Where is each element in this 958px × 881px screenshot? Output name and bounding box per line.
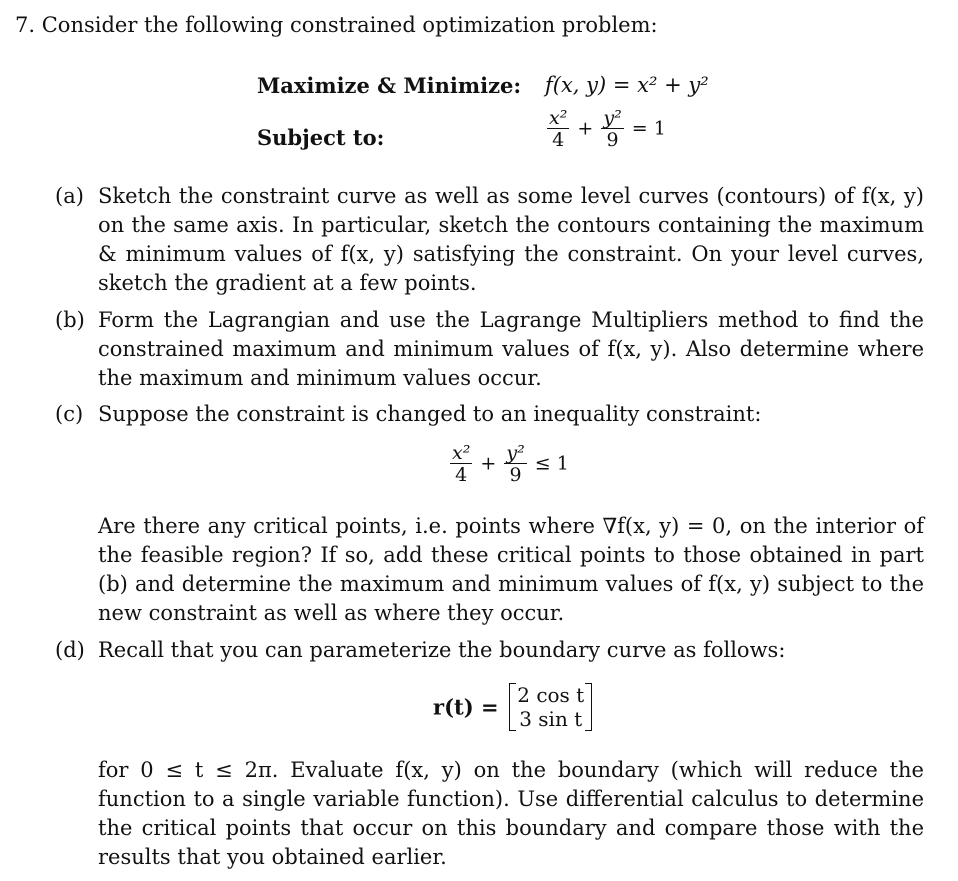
constraint-equation: $\frac{\text{x²}}{4}$ + $\frac{\text{y²}}{9}$ = 1 [549, 107, 666, 151]
vector-bottom: 3 sin t [519, 707, 583, 731]
part-c-text: Are there any critical points, i.e. points where ∇f(x, y) = 0, on the interior of the feasible region? If so, add these critical points to those obtained in part (b) and determine the maximum and minimum values of f(x, y) subject to the new constraint as well as where they occur. [98, 514, 924, 625]
part-a-text: Sketch the constraint curve as well as some level curves (contours) of f(x, y) on the same axis. In particular, sketch the contours containing the maximum & minimum values of f(x, y) satisfying the constraint. On your level curves, sketch the gradient at a few points. [98, 184, 924, 295]
part-d-intro: Recall that you can parameterize the boundary curve as follows: [98, 638, 786, 662]
inequality-constraint: $\frac{\text{x²}}{4}$ + $\frac{\text{y²}}{9}$ ≤ 1 [452, 442, 569, 486]
part-c-label: (c) [55, 402, 84, 426]
constraint-label: Subject to: [257, 125, 385, 150]
objective-expression: f(x, y) = x² + y² [545, 73, 709, 97]
part-d-label: (d) [55, 638, 85, 662]
fraction-y: $\frac{\text{y²}}{9}$ [603, 107, 622, 151]
fraction-y: $\frac{\text{y²}}{9}$ [506, 442, 525, 486]
param-lhs: r(t) = [433, 694, 499, 720]
parameterization [433, 683, 592, 731]
problem-header [15, 11, 915, 40]
part-a-label: (a) [55, 184, 84, 208]
problem-number: 7. [15, 13, 36, 37]
objective-label: Maximize & Minimize: [257, 73, 522, 98]
vector-top: 2 cos t [517, 683, 585, 707]
part-d-text: for 0 ≤ t ≤ 2π. Evaluate f(x, y) on the boundary (which will reduce the function to a single variable function). Use differential calculus to determine the critical points that occur on this boundary and compare those with the results that you obtained earlier. [98, 758, 924, 869]
part-c-intro: Suppose the constraint is changed to an inequality constraint: [98, 402, 762, 426]
part-b-text: Form the Lagrangian and use the Lagrange Multipliers method to find the constrained maximum and minimum values of f(x, y). Also determine where the maximum and minimum values occur. [98, 308, 924, 390]
part-b-label: (b) [55, 308, 85, 332]
fraction-x: $\frac{\text{x²}}{4}$ [549, 107, 568, 151]
problem-intro: Consider the following constrained optimization problem: [41, 13, 658, 37]
column-vector [509, 683, 592, 731]
fraction-x: $\frac{\text{x²}}{4}$ [452, 442, 471, 486]
